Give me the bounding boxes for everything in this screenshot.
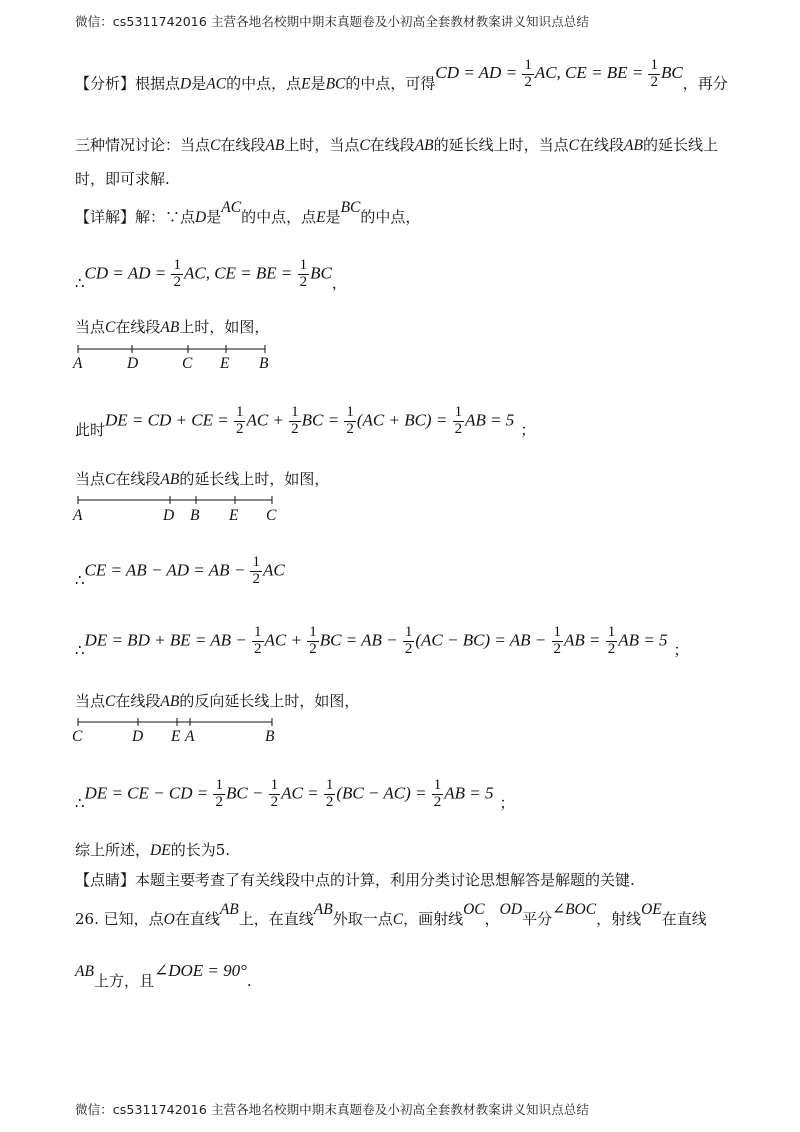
comment-line: 【点睛】本题主要考查了有关线段中点的计算，利用分类讨论思想解答是解题的关键. <box>75 871 635 889</box>
case2-equation-2: ∴DE = BD + BE = AB − $\frac{1}{2}$ AC + $\frac{1}{2}$ BC = AB − $\frac{1}{2}$ (AC − BC) = AB − $\frac{1}{2}$ AB = $\frac{1}{2}$ AB = 5； <box>75 624 689 660</box>
case3-label-C: C <box>72 728 83 745</box>
analysis-line-3: 时，即可求解. <box>75 170 170 188</box>
case1-label-A: A <box>73 355 83 372</box>
analysis-tag: 【分析】 <box>75 74 136 93</box>
case3-label-B: B <box>265 728 275 745</box>
case2-label-A: A <box>73 507 83 524</box>
fraction-half: $\frac{1}{2}$ <box>524 57 532 90</box>
case2-intro: 当点C在线段AB的延长线上时，如图， <box>75 470 330 488</box>
case1-equation: 此时DE = CD + CE = $\frac{1}{2}$ AC + $\frac{1}{2}$ BC = $\frac{1}{2}$ (AC + BC) = $\frac{1}{2}$ AB = 5； <box>75 404 536 440</box>
case1-label-C: C <box>182 355 193 372</box>
fraction-half: $\frac{1}{2}$ <box>650 57 658 90</box>
case1-intro: 当点C在线段AB上时，如图， <box>75 318 270 336</box>
case3-segment <box>78 718 272 726</box>
case2-label-E: E <box>229 507 239 524</box>
case3-label-D: D <box>132 728 144 745</box>
case1-label-D: D <box>127 355 139 372</box>
case1-label-E: E <box>220 355 230 372</box>
page-header: 微信：cs5311742016 主营各地名校期中期末真题卷及小初高全套教材教案讲义知识点总结 <box>75 14 589 29</box>
detail-tag: 【详解】 <box>75 208 136 226</box>
comment-tag: 【点睛】 <box>75 871 136 889</box>
analysis-line-1: 【分析】根据点D是AC的中点，点E是BC的中点，可得CD = AD = $\frac{1}{2}$ AC, CE = BE = $\frac{1}{2}$ BC，再分 <box>75 57 728 93</box>
analysis-line-2: 三种情况讨论：当点C在线段AB上时，当点C在线段AB的延长线上时，当点C在线段AB的延长线上 <box>75 136 718 154</box>
case3-equation: ∴DE = CE − CD = $\frac{1}{2}$ BC − $\frac{1}{2}$ AC = $\frac{1}{2}$ (BC − AC) = $\frac{1}{2}$ AB = 5； <box>75 777 515 813</box>
case3-intro: 当点C在线段AB的反向延长线上时，如图， <box>75 692 360 710</box>
detail-line-1: 【详解】解：∵点D是AC的中点，点E是BC的中点， <box>75 199 421 226</box>
q26-line-1: 26. 已知，点O在直线AB上，在直线AB外取一点C，画射线OC，OD平分∠BOC，射线OE在直线 <box>75 901 707 928</box>
case2-equation-1: ∴CE = AB − AD = AB − $\frac{1}{2}$ AC <box>75 554 285 590</box>
summary-line: 综上所述，DE的长为5. <box>75 841 230 859</box>
case2-label-B: B <box>190 507 200 524</box>
case1-label-B: B <box>259 355 269 372</box>
analysis-equation: CD = AD = $\frac{1}{2}$ AC, CE = BE = $\frac{1}{2}$ BC <box>435 57 683 90</box>
case2-label-C: C <box>266 507 277 524</box>
case1-segment <box>78 345 265 353</box>
case2-segment <box>78 496 272 504</box>
detail-equation: ∴CD = AD = $\frac{1}{2}$ AC, CE = BE = $\frac{1}{2}$ BC， <box>75 257 347 293</box>
case2-label-D: D <box>163 507 175 524</box>
case3-label-E: E <box>171 728 181 745</box>
page-footer: 微信：cs5311742016 主营各地名校期中期末真题卷及小初高全套教材教案讲义知识点总结 <box>75 1102 589 1117</box>
case3-label-A: A <box>185 728 195 745</box>
q26-line-2: AB上方，且∠DOE = 90°. <box>75 961 252 990</box>
